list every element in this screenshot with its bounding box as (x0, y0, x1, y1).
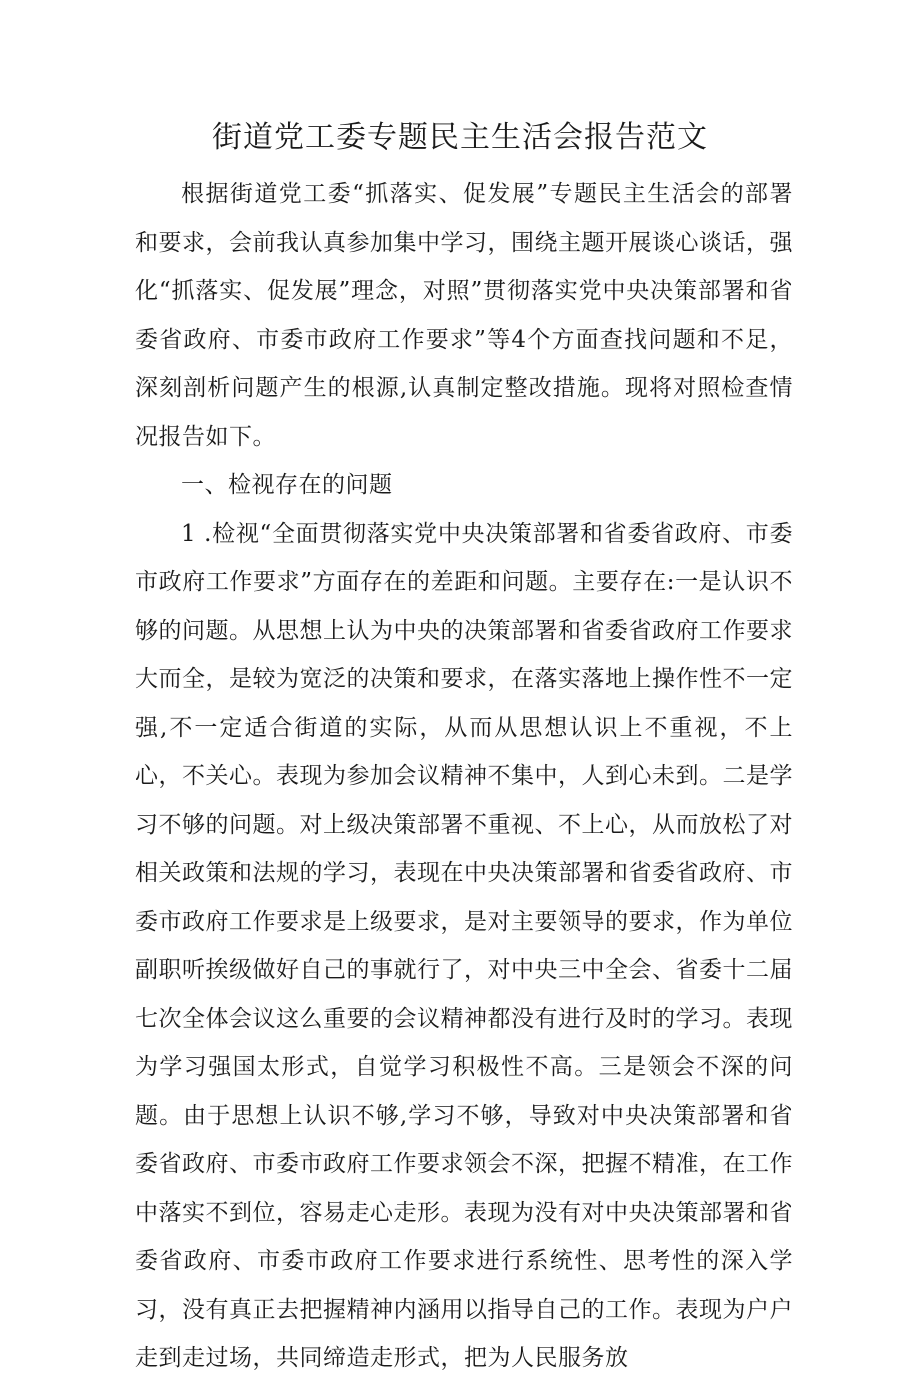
paragraph-intro: 根据街道党工委“抓落实、促发展”专题民主生活会的部署和要求，会前我认真参加集中学习，围绕主题开展谈心谈话，强化“抓落实、促发展”理念，对照”贯彻落实党中央决策部署和省委省政府、市委市政府工作要求”等4个方面查找问题和不足，深刻剖析问题产生的根源,认真制定整改措施。现将对照检查情况报告如下。 (135, 181, 793, 450)
document-title: 街道党工委专题民主生活会报告范文 (212, 120, 708, 155)
section-heading: 一、检视存在的问题 (181, 472, 393, 498)
document-body (135, 170, 793, 1383)
paragraph-item-1: 1 .检视“全面贯彻落实党中央决策部署和省委省政府、市委市政府工作要求”方面存在的差距和问题。主要存在:一是认识不够的问题。从思想上认为中央的决策部署和省委省政府工作要求大而全，是较为宽泛的决策和要求，在落实落地上操作性不一定强,不一定适合街道的实际，从而从思想认识上不重视，不上心，不关心。表现为参加会议精神不集中，人到心未到。二是学习不够的问题。对上级决策部署不重视、不上心，从而放松了对相关政策和法规的学习，表现在中央决策部署和省委省政府、市委市政府工作要求是上级要求，是对主要领导的要求，作为单位副职听挨级做好自己的事就行了，对中央三中全会、省委十二届七次全体会议这么重要的会议精神都没有进行及时的学习。表现为学习强国太形式，自觉学习积极性不高。三是领会不深的问题。由于思想上认识不够,学习不够，导致对中央决策部署和省委省政府、市委市政府工作要求领会不深，把握不精准，在工作中落实不到位，容易走心走形。表现为没有对中央决策部署和省委省政府、市委市政府工作要求进行系统性、思考性的深入学习，没有真正去把握精神内涵用以指导自己的工作。表现为户户走到走过场，共同缔造走形式，把为人民服务放 (135, 520, 793, 1371)
